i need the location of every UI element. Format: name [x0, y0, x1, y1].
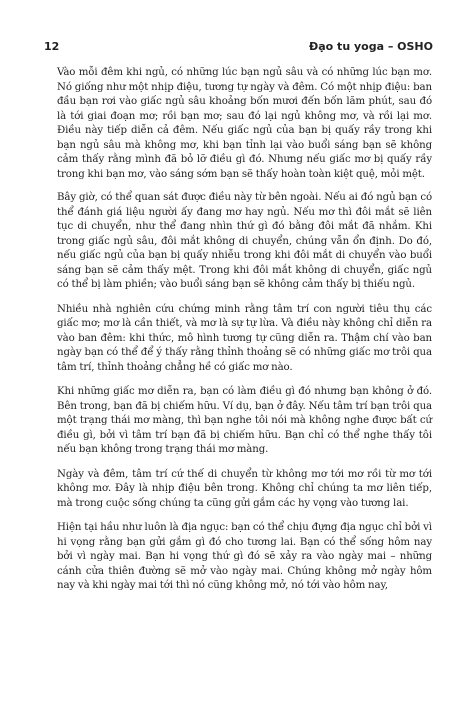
paragraph-5: Ngày và đêm, tâm trí cứ thế di chuyển từ không mơ tới mơ rồi từ mơ tới không mơ. Đây là nhịp điệu bên trong. Không chỉ chúng ta mơ liên tiếp, mà trong cuộc sống chúng ta cũng gửi gắm các hy vọng vào tương lai.: [57, 468, 432, 509]
paragraph-1: Vào mỗi đêm khi ngủ, có những lúc bạn ngủ sâu và có những lúc bạn mơ. Nó giống như một nhịp điệu, tương tự ngày và đêm. Có một nhịp điệu: ban đầu bạn rơi vào giấc ngủ sâu khoảng bốn mươi đến bốn lăm phút, sau đó là tới giai đoạn mơ; rồi bạn mơ; sau đó lại ngủ không mơ, và rồi lại mơ. Điều này tiếp diễn cả đêm. Nếu giấc ngủ của bạn bị quấy rầy trong khi bạn ngủ sâu mà không mơ, khi bạn tỉnh lại vào buổi sáng bạn sẽ không cảm thấy rằng mình đã bỏ lỡ điều gì đó. Nhưng nếu giấc mơ bị quấy rầy trong khi bạn mơ, vào sáng sớm bạn sẽ thấy hoàn toàn kiệt quệ, mỏi mệt.: [57, 67, 432, 180]
page-number: 12: [44, 40, 60, 53]
paragraph-3: Nhiều nhà nghiên cứu chứng minh rằng tâm trí con người tiêu thụ các giấc mơ; mơ là cần thiết, và mơ là sự tự lừa. Và điều này không chỉ diễn ra vào ban đêm: khi thức, mô hình tương tự cũng diễn ra. Thậm chí vào ban ngày bạn có thể để ý thấy rằng thỉnh thoảng sẽ có những giấc mơ trôi qua tâm trí, thỉnh thoảng chẳng hề có giấc mơ nào.: [57, 303, 432, 373]
page-header: [44, 40, 433, 53]
running-title: Đạo tu yoga – OSHO: [309, 40, 433, 53]
paragraph-4: Khi những giấc mơ diễn ra, bạn có làm điều gì đó nhưng bạn không ở đó. Bên trong, bạn đã bị chiếm hữu. Ví dụ, bạn ở đây. Nếu tâm trí bạn trôi qua một trạng thái mơ màng, thì bạn nghe tôi nói mà không nghe được bất cứ điều gì, bởi vì tâm trí bạn đã bị chiếm hữu. Bạn chỉ có thể nghe thấy tôi nếu bạn không trong trạng thái mơ màng.: [57, 386, 432, 455]
paragraph-6: Hiện tại hầu như luôn là địa ngục: bạn có thể chịu đựng địa ngục chỉ bởi vì hi vọng rằng bạn gửi gắm gì đó cho tương lai. Bạn có thể sống hôm nay bởi vì ngày mai. Bạn hi vọng thứ gì đó sẽ xảy ra vào ngày mai – những cánh cửa thiên đường sẽ mở vào ngày mai. Chúng không mở ngày hôm nay và khi ngày mai tới thì nó cũng không mở, nó tới vào hôm nay,: [57, 522, 432, 591]
page-body: [57, 66, 432, 604]
paragraph-2: Bây giờ, có thể quan sát được điều này từ bên ngoài. Nếu ai đó ngủ bạn có thể đánh giá liệu người ấy đang mơ hay ngủ. Nếu mơ thì đôi mắt sẽ liên tục di chuyển, như thể đang nhìn thứ gì đó bằng đôi mắt đã nhắm. Khi trong giấc ngủ sâu, đôi mắt không di chuyển, chúng vẫn ổn định. Do đó, nếu giấc ngủ của bạn bị quấy nhiễu trong khi đôi mắt di chuyển vào buổi sáng bạn sẽ cảm thấy mệt. Trong khi đôi mắt không di chuyển, giấc ngủ có thể bị làm phiền; vào buổi sáng bạn sẽ không cảm thấy bị thiếu ngủ.: [57, 192, 432, 290]
